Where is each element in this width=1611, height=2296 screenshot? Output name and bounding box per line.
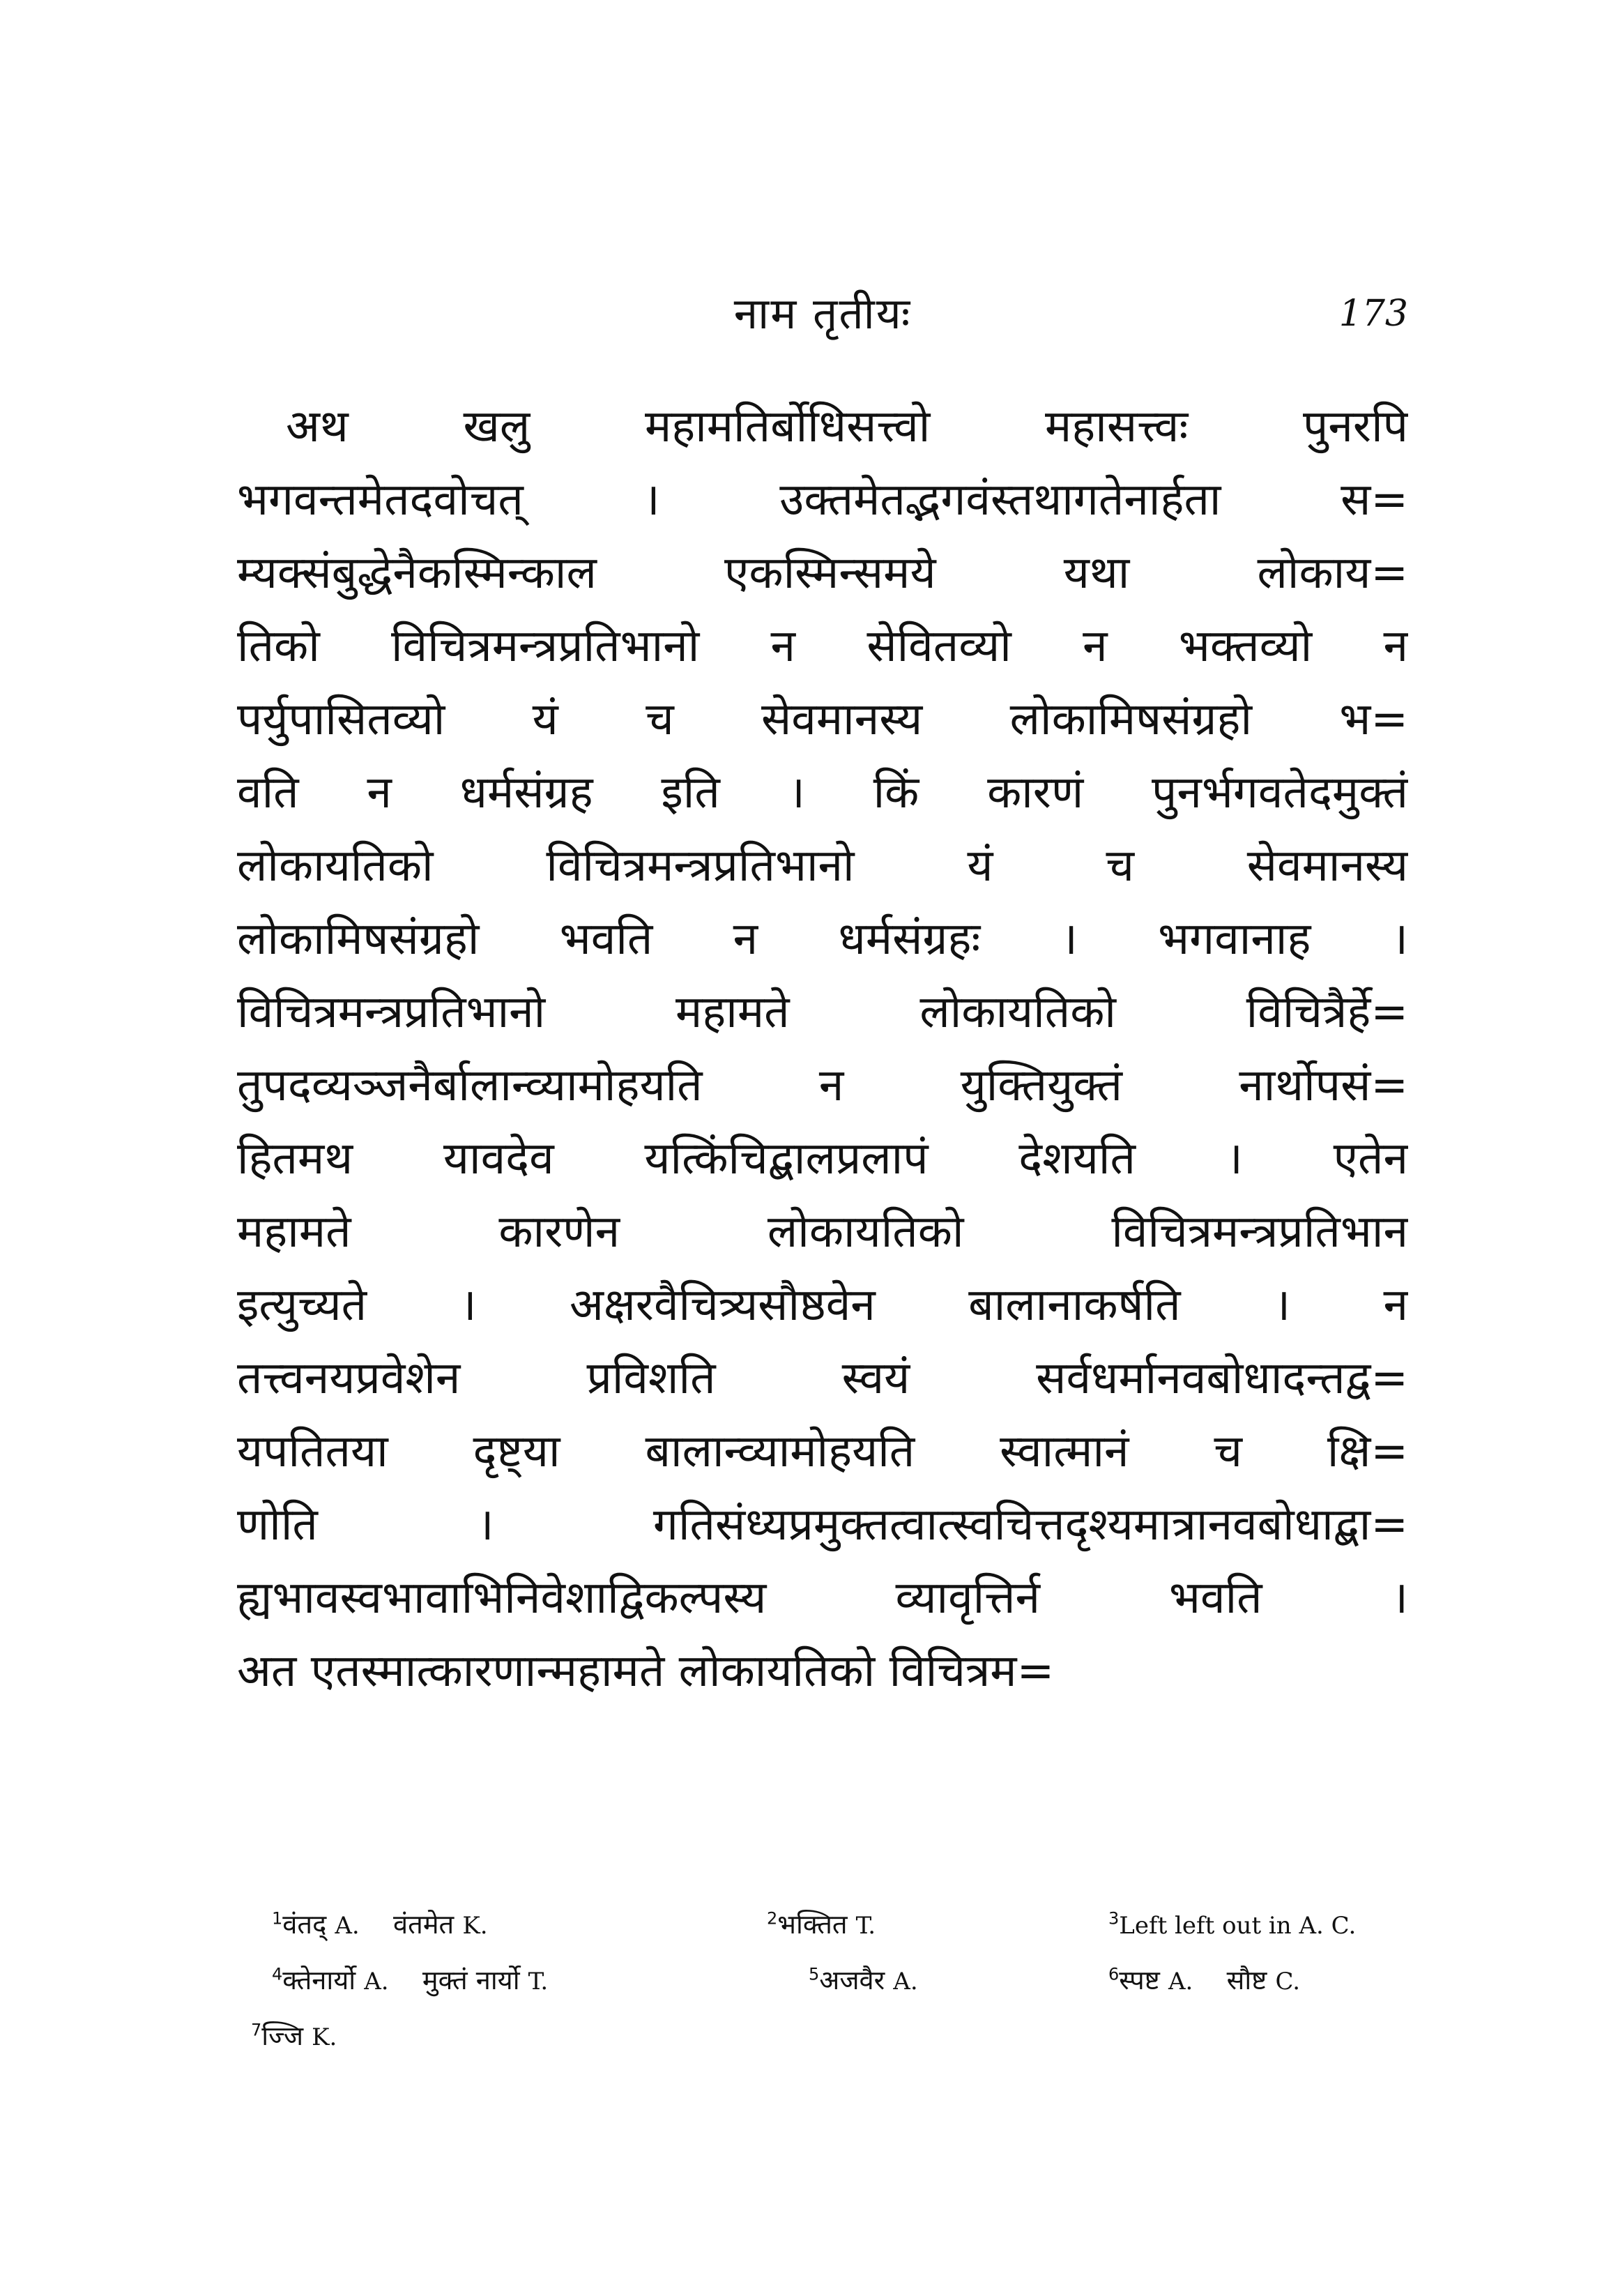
footnote-source: A. [1168,1968,1193,1995]
footnotes [251,1896,1415,2064]
footnote-source: T. [855,1912,876,1940]
footnote-mark: 6 [1108,1964,1120,1984]
text-line: तत्त्वनयप्रवेशेन प्रविशति स्वयं सर्वधर्मानवबोधादन्तद्व= [237,1353,1408,1404]
text-line: लोकायतिको विचित्रमन्त्रप्रतिभानो यं च सेवमानस्य [237,840,1408,892]
footnote-variant: मुक्तं नार्यो [422,1965,520,1995]
text-line: हितमथ यावदेव यत्किंचिद्बालप्रलापं देशयति । एतेन [237,1133,1408,1185]
footnote-mark: 4 [272,1964,283,1984]
footnote-variant: भक्तित [777,1909,848,1940]
text-line: म्यक्संबुद्धेनैकस्मिन्काल एकस्मिन्समये यथा लोकाय= [237,547,1408,599]
footnote-variant: अजवैर [819,1965,885,1995]
text-line: ह्यभावस्वभावाभिनिवेशाद्विकल्पस्य व्यावृत्तिर्न भवति । [237,1572,1408,1624]
text-line: लोकामिषसंग्रहो भवति न धर्मसंग्रहः । भगवानाह । [237,913,1408,965]
footnote-mark: 3 [1108,1908,1120,1929]
text-line: विचित्रमन्त्रप्रतिभानो महामते लोकायतिको विचित्रैर्हे= [237,987,1408,1038]
footnote-source: T. [528,1968,549,1995]
footnote-source: A. [893,1968,918,1995]
text-line: तिको विचित्रमन्त्रप्रतिभानो न सेवितव्यो न भक्तव्यो न [237,621,1408,672]
footnote-source: A. [364,1968,389,1995]
footnote-mark: 1 [272,1908,283,1929]
footnote-row [272,1896,1415,1952]
footnote-mark: 5 [809,1964,820,1984]
text-line: पर्युपासितव्यो यं च सेवमानस्य लोकामिषसंग्रहो भ= [237,694,1408,745]
text-line: अत एतस्मात्कारणान्महामते लोकायतिको विचित्रम= [237,1645,1055,1697]
footnote-7 [251,2008,337,2065]
footnote-6 [1108,1952,1300,2009]
footnote-source: K. [462,1912,488,1940]
footnote-row [251,2008,1415,2064]
footnote-5 [809,1952,918,2009]
text-line: वति न धर्मसंग्रह इति । किं कारणं पुनर्भगवतेदमुक्तं [237,767,1408,819]
footnote-mark: 7 [251,2020,262,2040]
running-head [237,275,1408,352]
chapter-title: नाम तृतीयः [733,288,912,339]
footnote-4 [272,1952,548,2009]
footnote-note: Left left out in A. C. [1119,1912,1357,1940]
text-line: यपतितया दृष्ट्या बालान्व्यामोहयति स्वात्मानं च क्षि= [237,1426,1408,1477]
footnote-source: C. [1275,1968,1301,1995]
footnote-source: A. [335,1912,360,1940]
footnote-variant: स्पष्ट [1119,1965,1160,1995]
footnote-mark: 2 [767,1908,778,1929]
text-line: महामते कारणेन लोकायतिको विचित्रमन्त्रप्रतिभान [237,1206,1408,1258]
text-line: अथ खलु महामतिर्बोधिसत्त्वो महासत्त्वः पुनरपि [286,401,1408,453]
page-number: 173 [1338,293,1408,335]
footnote-variant: वंतद् [282,1909,327,1940]
footnote-3 [1108,1896,1356,1954]
text-line: तुपदव्यञ्जनैर्बालान्व्यामोहयति न युक्तियुक्तं नार्थोपसं= [237,1060,1408,1111]
text-line: इत्युच्यते । अक्षरवैचित्र्यसौष्ठवेन बालानाकर्षति । न [237,1279,1408,1331]
text-line: णोति । गतिसंध्यप्रमुक्तत्वात्स्वचित्तदृश्यमात्रानवबोधाद्बा= [237,1499,1408,1551]
footnote-2 [767,1896,876,1954]
footnote-1 [272,1896,488,1954]
footnote-variant: ज्जि [261,2021,304,2051]
footnote-variant: वंतमेत [393,1909,455,1940]
footnote-source: K. [312,2023,337,2051]
body-text [237,390,1408,1708]
footnote-variant: क्तेनार्यो [282,1965,356,1995]
footnote-variant: सौष्ट [1226,1965,1267,1995]
text-line: भगवन्तमेतदवोचत् । उक्तमेतद्भगवंस्तथागतेनार्हता स= [237,474,1408,526]
footnote-row [272,1952,1415,2008]
